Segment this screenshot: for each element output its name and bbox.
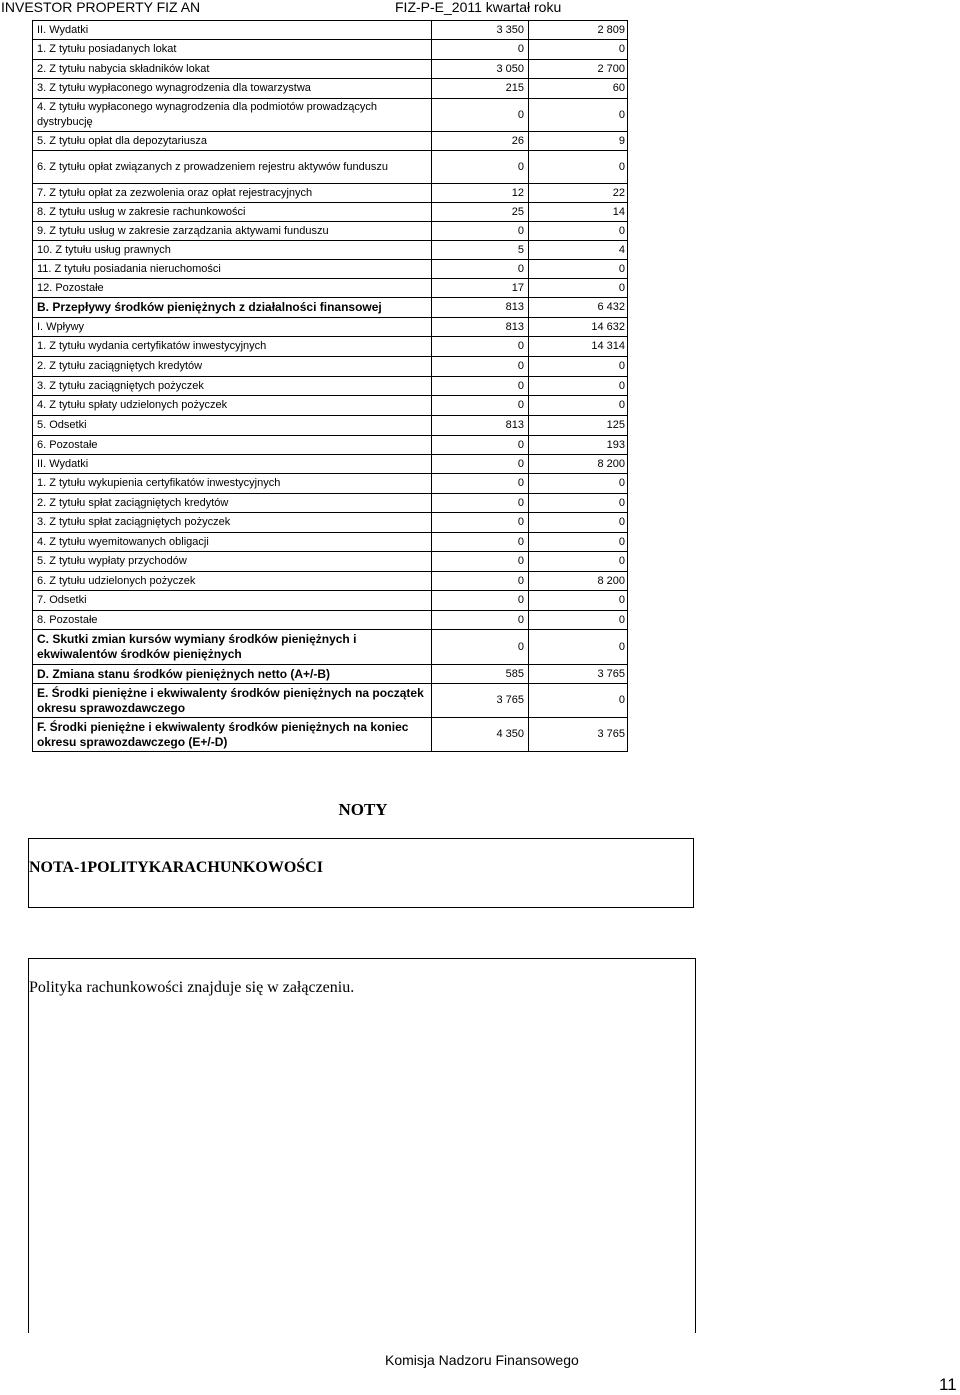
row-value-current: 0 bbox=[432, 40, 529, 60]
row-value-current: 0 bbox=[432, 260, 529, 279]
row-value-current: 0 bbox=[432, 630, 529, 665]
table-row bbox=[33, 513, 628, 533]
row-value-previous: 0 bbox=[529, 494, 628, 513]
row-value-current: 26 bbox=[432, 132, 529, 151]
row-value-previous: 0 bbox=[529, 260, 628, 279]
row-value-current: 0 bbox=[432, 455, 529, 474]
row-label: 2. Z tytułu zaciągniętych kredytów bbox=[33, 357, 432, 377]
row-value-current: 0 bbox=[432, 572, 529, 591]
table-row bbox=[33, 718, 628, 752]
row-label: 8. Z tytułu usług w zakresie rachunkowości bbox=[33, 203, 432, 222]
row-value-current: 17 bbox=[432, 279, 529, 298]
row-value-previous: 3 765 bbox=[529, 665, 628, 684]
row-label: 1. Z tytułu wydania certyfikatów inwestycyjnych bbox=[33, 337, 432, 357]
table-row bbox=[33, 99, 628, 132]
row-label: C. Skutki zmian kursów wymiany środków pieniężnych i ekwiwalentów środków pieniężnych bbox=[33, 630, 432, 665]
row-value-previous: 0 bbox=[529, 279, 628, 298]
row-value-previous: 4 bbox=[529, 241, 628, 260]
table-row bbox=[33, 474, 628, 494]
row-value-previous: 60 bbox=[529, 79, 628, 99]
row-value-current: 0 bbox=[432, 222, 529, 241]
table-row bbox=[33, 533, 628, 552]
table-row bbox=[33, 279, 628, 298]
row-value-current: 3 765 bbox=[432, 684, 529, 718]
row-value-current: 25 bbox=[432, 203, 529, 222]
nota-1-box bbox=[28, 838, 694, 908]
row-value-current: 0 bbox=[432, 494, 529, 513]
row-value-previous: 0 bbox=[529, 684, 628, 718]
row-value-current: 0 bbox=[432, 377, 529, 396]
table-row bbox=[33, 184, 628, 203]
table-row bbox=[33, 665, 628, 684]
policy-box bbox=[28, 958, 696, 1333]
row-value-current: 0 bbox=[432, 591, 529, 611]
row-value-current: 0 bbox=[432, 513, 529, 533]
table-row bbox=[33, 572, 628, 591]
row-label: 1. Z tytułu wykupienia certyfikatów inwestycyjnych bbox=[33, 474, 432, 494]
row-value-current: 585 bbox=[432, 665, 529, 684]
table-row bbox=[33, 357, 628, 377]
table-row bbox=[33, 151, 628, 184]
row-value-previous: 0 bbox=[529, 591, 628, 611]
row-value-current: 0 bbox=[432, 552, 529, 572]
table-row bbox=[33, 203, 628, 222]
row-value-previous: 0 bbox=[529, 533, 628, 552]
row-value-current: 0 bbox=[432, 533, 529, 552]
row-label: II. Wydatki bbox=[33, 455, 432, 474]
row-label: 6. Z tytułu opłat związanych z prowadzeniem rejestru aktywów funduszu bbox=[33, 151, 432, 184]
table-row bbox=[33, 79, 628, 99]
row-value-previous: 0 bbox=[529, 99, 628, 132]
header-report-id: FIZ-P-E_2011 kwartał roku bbox=[395, 0, 562, 15]
row-value-previous: 0 bbox=[529, 630, 628, 665]
row-value-current: 12 bbox=[432, 184, 529, 203]
row-value-current: 5 bbox=[432, 241, 529, 260]
footer-text: Komisja Nadzoru Finansowego bbox=[385, 1352, 579, 1368]
nota-1-title: NOTA-1POLITYKARACHUNKOWOŚCI bbox=[29, 859, 323, 876]
row-label: I. Wpływy bbox=[33, 318, 432, 337]
row-value-previous: 9 bbox=[529, 132, 628, 151]
row-label: 11. Z tytułu posiadania nieruchomości bbox=[33, 260, 432, 279]
table-row bbox=[33, 416, 628, 436]
row-label: 6. Z tytułu udzielonych pożyczek bbox=[33, 572, 432, 591]
row-label: F. Środki pieniężne i ekwiwalenty środków pieniężnych na koniec okresu sprawozdawczego (E+/-D) bbox=[33, 718, 432, 752]
row-label: 10. Z tytułu usług prawnych bbox=[33, 241, 432, 260]
row-value-previous: 14 314 bbox=[529, 337, 628, 357]
table-row bbox=[33, 552, 628, 572]
row-label: 4. Z tytułu wypłaconego wynagrodzenia dla podmiotów prowadzących dystrybucję bbox=[33, 99, 432, 132]
row-value-previous: 0 bbox=[529, 151, 628, 184]
table-row bbox=[33, 260, 628, 279]
row-value-previous: 14 bbox=[529, 203, 628, 222]
row-value-previous: 0 bbox=[529, 611, 628, 630]
row-label: 7. Odsetki bbox=[33, 591, 432, 611]
table-row bbox=[33, 222, 628, 241]
table-row bbox=[33, 630, 628, 665]
row-label: 12. Pozostałe bbox=[33, 279, 432, 298]
row-label: 2. Z tytułu nabycia składników lokat bbox=[33, 60, 432, 79]
row-value-previous: 8 200 bbox=[529, 572, 628, 591]
table-row bbox=[33, 591, 628, 611]
row-value-current: 0 bbox=[432, 474, 529, 494]
row-value-current: 813 bbox=[432, 416, 529, 436]
table-row bbox=[33, 21, 628, 40]
row-value-previous: 125 bbox=[529, 416, 628, 436]
row-label: 5. Z tytułu wypłaty przychodów bbox=[33, 552, 432, 572]
row-value-previous: 193 bbox=[529, 436, 628, 455]
policy-text: Polityka rachunkowości znajduje się w załączeniu. bbox=[29, 979, 355, 996]
row-value-previous: 0 bbox=[529, 40, 628, 60]
table-row bbox=[33, 396, 628, 416]
row-value-current: 813 bbox=[432, 318, 529, 337]
page-number: 11 bbox=[939, 1375, 957, 1394]
row-value-previous: 0 bbox=[529, 377, 628, 396]
cash-flow-table bbox=[32, 20, 628, 752]
row-label: 3. Z tytułu wypłaconego wynagrodzenia dla towarzystwa bbox=[33, 79, 432, 99]
row-label: 2. Z tytułu spłat zaciągniętych kredytów bbox=[33, 494, 432, 513]
row-value-previous: 0 bbox=[529, 552, 628, 572]
row-label: 3. Z tytułu zaciągniętych pożyczek bbox=[33, 377, 432, 396]
row-value-current: 215 bbox=[432, 79, 529, 99]
row-label: 5. Z tytułu opłat dla depozytariusza bbox=[33, 132, 432, 151]
row-value-current: 0 bbox=[432, 337, 529, 357]
row-value-previous: 0 bbox=[529, 396, 628, 416]
row-label: 6. Pozostałe bbox=[33, 436, 432, 455]
table-row bbox=[33, 436, 628, 455]
row-value-current: 3 050 bbox=[432, 60, 529, 79]
table-row bbox=[33, 494, 628, 513]
row-value-previous: 14 632 bbox=[529, 318, 628, 337]
row-value-current: 0 bbox=[432, 436, 529, 455]
row-value-current: 0 bbox=[432, 357, 529, 377]
header-fund-name: INVESTOR PROPERTY FIZ AN bbox=[1, 0, 201, 15]
row-value-current: 3 350 bbox=[432, 21, 529, 40]
row-value-current: 813 bbox=[432, 298, 529, 318]
row-label: 1. Z tytułu posiadanych lokat bbox=[33, 40, 432, 60]
table-row bbox=[33, 40, 628, 60]
row-label: B. Przepływy środków pieniężnych z działalności finansowej bbox=[33, 298, 432, 318]
row-value-previous: 22 bbox=[529, 184, 628, 203]
row-label: 4. Z tytułu wyemitowanych obligacji bbox=[33, 533, 432, 552]
table-row bbox=[33, 611, 628, 630]
table-row bbox=[33, 684, 628, 718]
cash-flow-table-body bbox=[33, 21, 628, 752]
row-value-current: 0 bbox=[432, 611, 529, 630]
row-value-current: 0 bbox=[432, 151, 529, 184]
row-label: 8. Pozostałe bbox=[33, 611, 432, 630]
row-label: 5. Odsetki bbox=[33, 416, 432, 436]
row-value-current: 0 bbox=[432, 99, 529, 132]
row-label: D. Zmiana stanu środków pieniężnych netto (A+/-B) bbox=[33, 665, 432, 684]
row-value-previous: 6 432 bbox=[529, 298, 628, 318]
table-row bbox=[33, 60, 628, 79]
row-value-previous: 0 bbox=[529, 357, 628, 377]
row-value-previous: 8 200 bbox=[529, 455, 628, 474]
row-value-previous: 3 765 bbox=[529, 718, 628, 752]
notes-heading: NOTY bbox=[338, 800, 388, 819]
table-row bbox=[33, 318, 628, 337]
row-label: 3. Z tytułu spłat zaciągniętych pożyczek bbox=[33, 513, 432, 533]
row-label: 9. Z tytułu usług w zakresie zarządzania aktywami funduszu bbox=[33, 222, 432, 241]
row-label: E. Środki pieniężne i ekwiwalenty środków pieniężnych na początek okresu sprawozdawczego bbox=[33, 684, 432, 718]
row-value-previous: 2 809 bbox=[529, 21, 628, 40]
row-label: II. Wydatki bbox=[33, 21, 432, 40]
row-value-current: 0 bbox=[432, 396, 529, 416]
table-row bbox=[33, 241, 628, 260]
table-row bbox=[33, 455, 628, 474]
table-row bbox=[33, 377, 628, 396]
row-label: 7. Z tytułu opłat za zezwolenia oraz opłat rejestracyjnych bbox=[33, 184, 432, 203]
row-value-current: 4 350 bbox=[432, 718, 529, 752]
row-value-previous: 0 bbox=[529, 513, 628, 533]
table-row bbox=[33, 337, 628, 357]
table-row bbox=[33, 298, 628, 318]
table-row bbox=[33, 132, 628, 151]
row-label: 4. Z tytułu spłaty udzielonych pożyczek bbox=[33, 396, 432, 416]
row-value-previous: 2 700 bbox=[529, 60, 628, 79]
row-value-previous: 0 bbox=[529, 222, 628, 241]
row-value-previous: 0 bbox=[529, 474, 628, 494]
